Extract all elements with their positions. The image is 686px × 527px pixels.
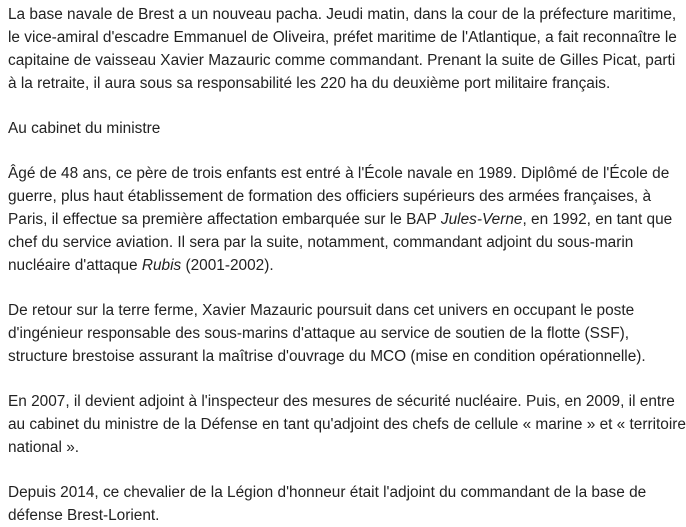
text-line: défense Brest-Lorient. — [8, 507, 160, 524]
text-line — [8, 208, 673, 231]
text-run: , en 1992, en tant que — [522, 211, 673, 228]
text-line: Au cabinet du ministre — [8, 120, 161, 137]
text-line: national ». — [8, 439, 80, 456]
text-line: chef du service aviation. Il sera par la suite, notamment, commandant adjoint du sous-marin — [8, 234, 634, 251]
ship-name-jules-verne: Jules-Verne — [440, 211, 523, 228]
text-line: guerre, plus haut établissement de formation des officiers supérieurs des armées françaises, à — [8, 188, 652, 205]
text-run: Paris, il effectue sa première affectation embarquée sur le BAP — [8, 211, 441, 228]
text-line: Âgé de 48 ans, ce père de trois enfants est entré à l'École navale en 1989. Diplômé de l'École de — [8, 165, 670, 182]
text-line — [8, 254, 646, 277]
text-line: le vice-amiral d'escadre Emmanuel de Oliveira, préfet maritime de l'Atlantique, a fait reconnaître le — [8, 29, 677, 46]
text-line: structure brestoise assurant la maîtrise d'ouvrage du MCO (mise en condition opérationnelle). — [8, 348, 646, 365]
section-subheading — [8, 117, 646, 140]
ship-name-rubis: Rubis — [141, 257, 182, 274]
text-run: (2001-2002). — [181, 257, 274, 274]
text-line: au cabinet du ministre de la Défense en tant qu'adjoint des chefs de cellule « marine » et « territoire — [8, 416, 686, 433]
text-line: d'ingénieur responsable des sous-marins d'attaque au service de soutien de la flotte (SSF), — [8, 325, 629, 342]
text-run: nucléaire d'attaque — [8, 257, 142, 274]
text-line: La base navale de Brest a un nouveau pacha. Jeudi matin, dans la cour de la préfecture maritime, — [8, 6, 677, 23]
paragraph-intro — [8, 3, 677, 95]
text-line: De retour sur la terre ferme, Xavier Mazauric poursuit dans cet univers en occupant le poste — [8, 302, 635, 319]
paragraph-ssf — [8, 299, 646, 368]
paragraph-career — [8, 162, 673, 277]
text-line: capitaine de vaisseau Xavier Mazauric comme commandant. Prenant la suite de Gilles Picat, parti — [8, 52, 676, 69]
paragraph-2014 — [8, 481, 646, 527]
paragraph-2007 — [8, 390, 686, 459]
text-line: En 2007, il devient adjoint à l'inspecteur des mesures de sécurité nucléaire. Puis, en 2009, il entre — [8, 393, 675, 410]
text-line: à la retraite, il aura sous sa responsabilité les 220 ha du deuxième port militaire français. — [8, 75, 611, 92]
text-line: Depuis 2014, ce chevalier de la Légion d'honneur était l'adjoint du commandant de la base de — [8, 484, 647, 501]
